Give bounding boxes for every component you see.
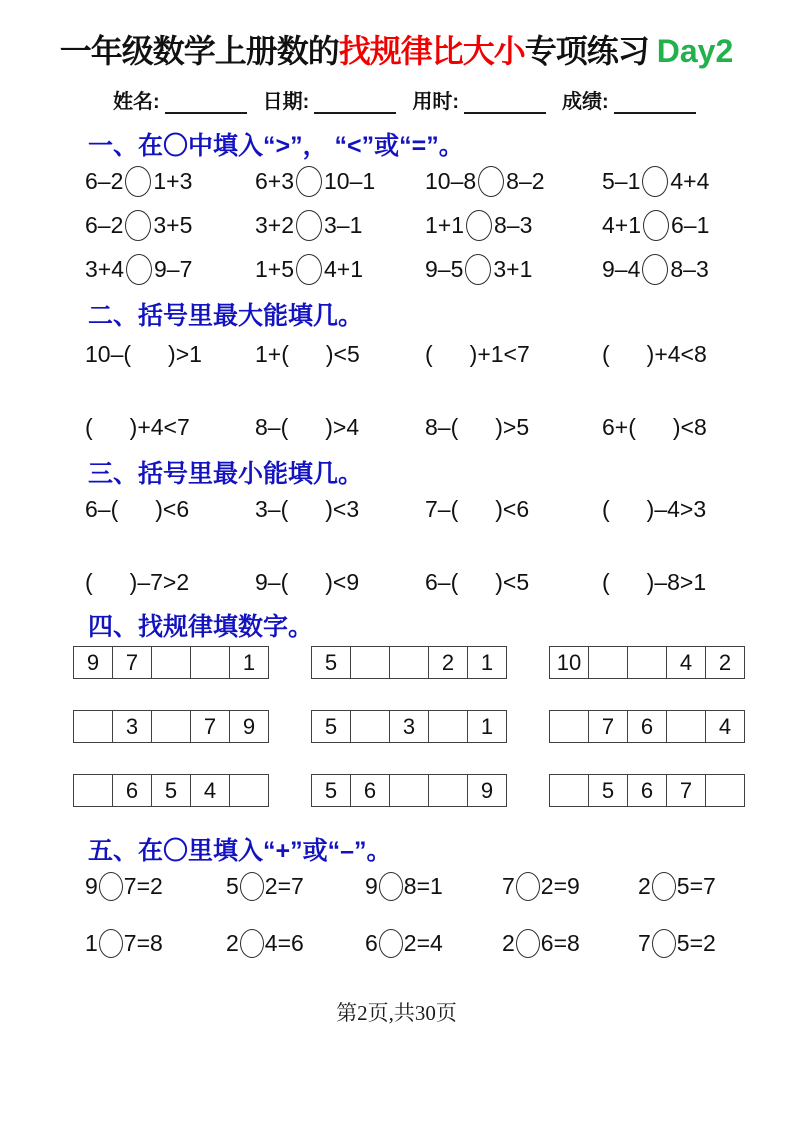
operator-problem — [365, 866, 502, 906]
answer-blank[interactable] — [131, 354, 168, 355]
name-blank[interactable] — [165, 92, 247, 114]
answer-circle[interactable] — [125, 166, 151, 197]
date-label: 日期: — [262, 91, 310, 113]
operand-left: 9 — [85, 872, 98, 899]
time-blank[interactable] — [464, 92, 546, 114]
operator-problem — [502, 866, 638, 906]
expression-post: )>4 — [325, 413, 360, 440]
comparison-problem — [602, 205, 747, 245]
sequence-cell[interactable] — [74, 711, 113, 743]
expression-pre: 1+( — [255, 340, 289, 367]
expression-pre: ( — [425, 340, 433, 367]
operator-circle[interactable] — [652, 872, 676, 901]
expression-left: 6–2 — [85, 211, 124, 238]
section-2-heading: 二、括号里最大能填几。 — [88, 302, 364, 330]
expression-right: 4+1 — [324, 255, 364, 282]
expression-pre: 6+( — [602, 413, 636, 440]
expression-pre: 3–( — [255, 495, 289, 522]
section-1-problems — [85, 161, 747, 289]
answer-circle[interactable] — [466, 210, 492, 241]
sequence-cell[interactable]: 5 — [152, 775, 191, 807]
operator-problem — [226, 923, 365, 963]
sequence-table — [549, 710, 745, 743]
title-day-label: Day2 — [656, 33, 734, 69]
expression-post: )–4>3 — [646, 495, 707, 522]
operator-problem — [226, 866, 365, 906]
answer-blank[interactable] — [118, 509, 155, 510]
expression-pre: ( — [602, 340, 610, 367]
answer-blank[interactable] — [288, 427, 325, 428]
answer-blank[interactable] — [289, 354, 326, 355]
sequence-cell[interactable]: 1 — [468, 647, 507, 679]
section-5-problems — [85, 866, 747, 963]
expression-pre: 8–( — [425, 413, 459, 440]
sequence-cell[interactable]: 4 — [706, 711, 745, 743]
sequence-cell[interactable]: 4 — [667, 647, 706, 679]
expression-pre: 7–( — [425, 495, 459, 522]
operand-right: 5=2 — [676, 929, 716, 956]
answer-circle[interactable] — [465, 254, 491, 285]
operator-circle[interactable] — [516, 872, 540, 901]
expression-post: )–8>1 — [646, 568, 707, 595]
comparison-problem — [85, 161, 255, 201]
expression-right: 8–3 — [494, 211, 533, 238]
answer-blank[interactable] — [610, 354, 647, 355]
sequence-table — [549, 646, 745, 679]
sequence-cell[interactable]: 5 — [312, 711, 351, 743]
comparison-problem — [85, 249, 255, 289]
operand-right: 8=1 — [403, 872, 443, 899]
bracket-problem — [255, 334, 425, 374]
comparison-problem — [425, 161, 602, 201]
operator-circle[interactable] — [379, 929, 403, 958]
sequence-cell[interactable] — [390, 775, 429, 807]
operator-circle[interactable] — [379, 872, 403, 901]
sequence-cell[interactable] — [152, 711, 191, 743]
expression-left: 9–4 — [602, 255, 641, 282]
section-2-problems — [85, 334, 747, 447]
score-blank[interactable] — [614, 92, 696, 114]
expression-right: 1+3 — [153, 167, 193, 194]
expression-pre: ( — [85, 568, 93, 595]
expression-post: )<9 — [325, 568, 360, 595]
answer-circle[interactable] — [642, 166, 668, 197]
page-number: 第2页,共30页 — [336, 1001, 457, 1025]
sequence-cell[interactable] — [351, 647, 390, 679]
operand-right: 2=4 — [403, 929, 443, 956]
expression-left: 4+1 — [602, 211, 642, 238]
expression-left: 6+3 — [255, 167, 295, 194]
operand-left: 2 — [226, 929, 239, 956]
operand-right: 7=2 — [123, 872, 163, 899]
expression-post: )>5 — [495, 413, 530, 440]
sequence-cell[interactable]: 5 — [312, 775, 351, 807]
sequence-cell[interactable] — [191, 647, 230, 679]
sequence-cell[interactable]: 9 — [468, 775, 507, 807]
title-part-black2: 专项练习 — [524, 33, 649, 69]
expression-post: )+4<8 — [646, 340, 707, 367]
bracket-problem — [602, 407, 747, 447]
expression-right: 3+1 — [493, 255, 533, 282]
operator-problem — [638, 923, 747, 963]
section-5-heading: 五、在〇里填入“+”或“–”。 — [88, 837, 392, 865]
answer-circle[interactable] — [296, 166, 322, 197]
sequence-cell[interactable] — [589, 647, 628, 679]
bracket-problem — [255, 562, 425, 602]
expression-post: )<6 — [495, 495, 530, 522]
sequence-cell[interactable]: 9 — [230, 711, 269, 743]
answer-blank[interactable] — [93, 427, 130, 428]
bracket-problem — [425, 489, 602, 529]
answer-blank[interactable] — [288, 582, 325, 583]
sequence-cell[interactable] — [152, 647, 191, 679]
expression-post: )<6 — [155, 495, 190, 522]
sequence-cell[interactable] — [667, 711, 706, 743]
sequence-cell[interactable] — [550, 775, 589, 807]
answer-circle[interactable] — [296, 254, 322, 285]
bracket-problem — [425, 407, 602, 447]
sequence-cell[interactable] — [351, 711, 390, 743]
expression-post: )–7>2 — [129, 568, 190, 595]
sequence-cell[interactable]: 6 — [113, 775, 152, 807]
comparison-problem — [85, 205, 255, 245]
bracket-problem — [602, 562, 747, 602]
sequence-cell[interactable]: 4 — [191, 775, 230, 807]
sequence-cell[interactable] — [706, 775, 745, 807]
sequence-table — [73, 646, 269, 679]
sequence-cell[interactable]: 6 — [351, 775, 390, 807]
operator-circle[interactable] — [652, 929, 676, 958]
comparison-problem — [602, 161, 747, 201]
expression-pre: 10–( — [85, 340, 132, 367]
answer-circle[interactable] — [296, 210, 322, 241]
answer-circle[interactable] — [126, 254, 152, 285]
sequence-cell[interactable]: 2 — [429, 647, 468, 679]
sequence-cell[interactable]: 2 — [706, 647, 745, 679]
sequence-cell[interactable]: 10 — [550, 647, 589, 679]
operator-problem — [502, 923, 638, 963]
comparison-problem — [602, 249, 747, 289]
bracket-problem — [85, 562, 255, 602]
bracket-problem — [255, 489, 425, 529]
sequence-table — [311, 774, 507, 807]
operand-right: 6=8 — [540, 929, 580, 956]
section-4-tables — [73, 646, 745, 838]
comparison-problem — [425, 205, 602, 245]
answer-circle[interactable] — [642, 254, 668, 285]
sequence-cell[interactable]: 7 — [113, 647, 152, 679]
section-3-heading: 三、括号里最小能填几。 — [88, 460, 364, 488]
expression-right: 3–1 — [324, 211, 363, 238]
operand-left: 2 — [502, 929, 515, 956]
operator-circle[interactable] — [240, 872, 264, 901]
answer-blank[interactable] — [610, 582, 647, 583]
title-part-red: 找规律比大小 — [338, 33, 525, 69]
operator-circle[interactable] — [240, 929, 264, 958]
comparison-problem — [255, 161, 425, 201]
answer-blank[interactable] — [93, 582, 130, 583]
bracket-problem — [85, 489, 255, 529]
answer-blank[interactable] — [458, 582, 495, 583]
name-field — [113, 85, 247, 114]
operand-left: 6 — [365, 929, 378, 956]
operand-left: 2 — [638, 872, 651, 899]
expression-left: 1+5 — [255, 255, 295, 282]
bracket-problem — [425, 334, 602, 374]
expression-post: )<5 — [325, 340, 360, 367]
sequence-cell[interactable]: 6 — [628, 711, 667, 743]
bracket-problem — [602, 489, 747, 529]
sequence-cell[interactable]: 6 — [628, 775, 667, 807]
expression-right: 9–7 — [154, 255, 193, 282]
sequence-cell[interactable]: 3 — [113, 711, 152, 743]
expression-right: 3+5 — [153, 211, 193, 238]
operator-circle[interactable] — [516, 929, 540, 958]
date-field — [263, 85, 397, 114]
answer-circle[interactable] — [125, 210, 151, 241]
score-label: 成绩: — [562, 91, 609, 113]
sequence-cell[interactable] — [390, 647, 429, 679]
operator-problem — [638, 866, 747, 906]
section-3-problems — [85, 489, 747, 602]
sequence-cell[interactable] — [74, 775, 113, 807]
page-title — [0, 26, 793, 72]
time-label: 用时: — [412, 91, 460, 113]
expression-right: 8–2 — [506, 167, 545, 194]
comparison-problem — [255, 205, 425, 245]
expression-left: 3+4 — [85, 255, 125, 282]
header-fields — [113, 85, 696, 114]
expression-pre: ( — [602, 495, 610, 522]
operator-circle[interactable] — [99, 929, 123, 958]
operand-right: 4=6 — [264, 929, 304, 956]
expression-right: 8–3 — [670, 255, 709, 282]
operand-left: 1 — [85, 929, 98, 956]
expression-left: 10–8 — [425, 167, 477, 194]
sequence-cell[interactable] — [550, 711, 589, 743]
expression-post: )>1 — [168, 340, 202, 367]
table-row — [73, 646, 745, 679]
answer-blank[interactable] — [458, 427, 495, 428]
date-blank[interactable] — [314, 92, 396, 114]
sequence-cell[interactable]: 9 — [74, 647, 113, 679]
expression-post: )<3 — [325, 495, 360, 522]
expression-post: )<8 — [672, 413, 707, 440]
sequence-cell[interactable]: 7 — [191, 711, 230, 743]
bracket-problem — [602, 334, 747, 374]
expression-pre: 8–( — [255, 413, 289, 440]
expression-left: 6–2 — [85, 167, 124, 194]
sequence-table — [549, 774, 745, 807]
sequence-cell[interactable]: 3 — [390, 711, 429, 743]
bracket-problem — [85, 407, 255, 447]
sequence-table — [73, 774, 269, 807]
sequence-cell[interactable] — [429, 711, 468, 743]
operand-right: 2=7 — [264, 872, 304, 899]
expression-pre: ( — [85, 413, 93, 440]
operator-problem — [85, 923, 226, 963]
operator-problem — [85, 866, 226, 906]
sequence-cell[interactable] — [429, 775, 468, 807]
bracket-problem — [85, 334, 255, 374]
sequence-cell[interactable]: 1 — [230, 647, 269, 679]
answer-blank[interactable] — [610, 509, 647, 510]
operand-right: 7=8 — [123, 929, 163, 956]
answer-circle[interactable] — [643, 210, 669, 241]
sequence-cell[interactable]: 5 — [589, 775, 628, 807]
answer-blank[interactable] — [288, 509, 325, 510]
expression-right: 4+4 — [670, 167, 710, 194]
expression-post: )+1<7 — [469, 340, 530, 367]
score-field — [562, 85, 696, 114]
answer-circle[interactable] — [478, 166, 504, 197]
comparison-problem — [425, 249, 602, 289]
operand-right: 5=7 — [676, 872, 716, 899]
name-label: 姓名: — [113, 91, 160, 113]
title-part-black1: 一年级数学上册数的 — [59, 33, 339, 69]
expression-left: 1+1 — [425, 211, 465, 238]
sequence-cell[interactable]: 5 — [312, 647, 351, 679]
operator-problem — [365, 923, 502, 963]
section-4-heading: 四、找规律填数字。 — [88, 613, 314, 641]
expression-left: 5–1 — [602, 167, 641, 194]
operand-left: 5 — [226, 872, 239, 899]
expression-post: )<5 — [495, 568, 530, 595]
sequence-cell[interactable]: 7 — [589, 711, 628, 743]
table-row — [73, 774, 745, 807]
sequence-table — [73, 710, 269, 743]
operand-left: 7 — [638, 929, 651, 956]
sequence-cell[interactable] — [628, 647, 667, 679]
answer-blank[interactable] — [458, 509, 495, 510]
expression-left: 3+2 — [255, 211, 295, 238]
expression-left: 9–5 — [425, 255, 464, 282]
sequence-table — [311, 710, 507, 743]
operand-right: 2=9 — [540, 872, 580, 899]
section-1-heading: 一、在〇中填入“>”， “<”或“=”。 — [88, 132, 464, 160]
table-row — [73, 710, 745, 743]
expression-pre: 6–( — [85, 495, 119, 522]
expression-post: )+4<7 — [129, 413, 190, 440]
sequence-cell[interactable]: 1 — [468, 711, 507, 743]
operand-left: 9 — [365, 872, 378, 899]
operand-left: 7 — [502, 872, 515, 899]
operator-circle[interactable] — [99, 872, 123, 901]
expression-pre: ( — [602, 568, 610, 595]
answer-blank[interactable] — [433, 354, 470, 355]
sequence-table — [311, 646, 507, 679]
expression-right: 6–1 — [671, 211, 710, 238]
bracket-problem — [255, 407, 425, 447]
expression-pre: 9–( — [255, 568, 289, 595]
sequence-cell[interactable] — [230, 775, 269, 807]
time-field — [412, 85, 546, 114]
answer-blank[interactable] — [636, 427, 673, 428]
sequence-cell[interactable]: 7 — [667, 775, 706, 807]
expression-right: 10–1 — [324, 167, 376, 194]
bracket-problem — [425, 562, 602, 602]
comparison-problem — [255, 249, 425, 289]
expression-pre: 6–( — [425, 568, 459, 595]
